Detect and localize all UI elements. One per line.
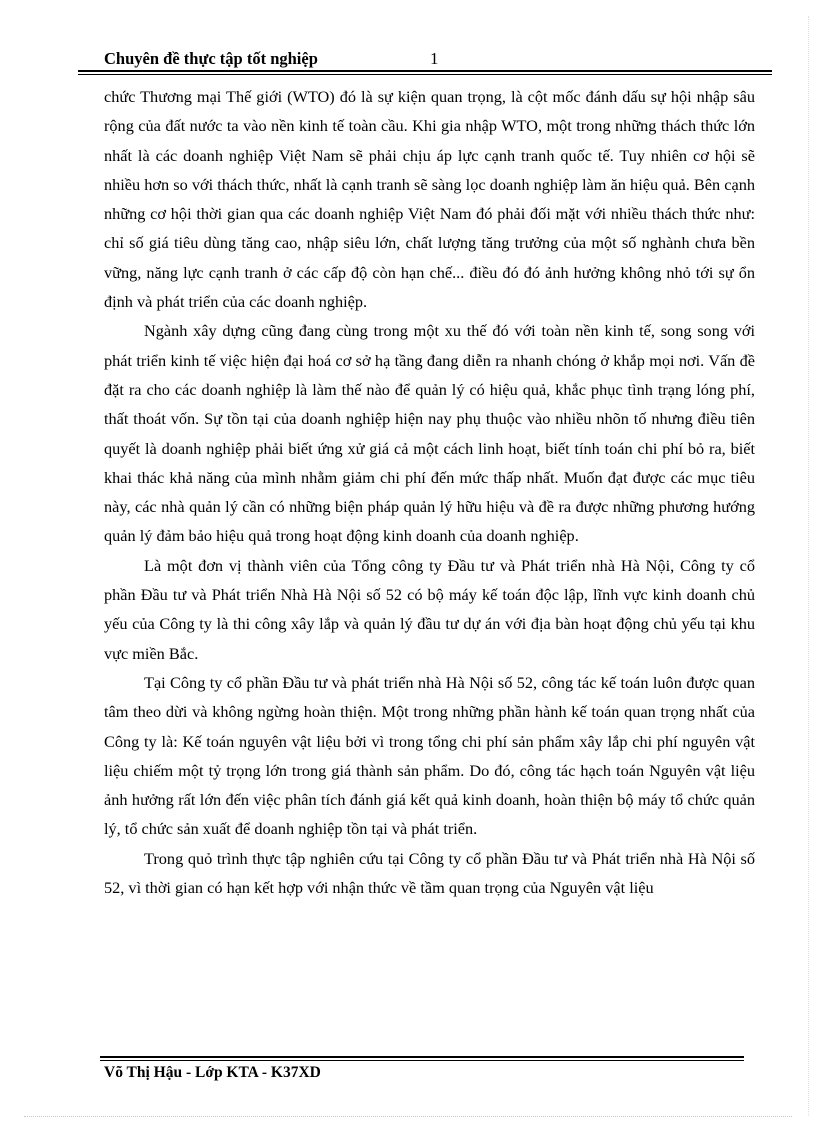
- header-rule-thick: [78, 70, 772, 72]
- paragraph-5: Trong quỏ trình thực tập nghiên cứu tại Công ty cổ phần Đầu tư và Phát triển nhà Hà Nội số 52, vì thời gian có hạn kết hợp với nhận thức về tầm quan trọng của Nguyên vật liệu: [104, 848, 755, 898]
- paragraph-1: chức Thương mại Thế giới (WTO) đó là sự kiện quan trọng, là cột mốc đánh dấu sự hội nhập sâu rộng của đất nước ta vào nền kinh tế toàn cầu. Khi gia nhập WTO, một trong những thách thức lớn nhất là các doanh nghiệp Việt Nam sẽ phải chịu áp lực cạnh tranh quốc tế. Tuy nhiên cơ hội sẽ nhiều hơn so với thách thức, nhất là cạnh tranh sẽ sàng lọc doanh nghiệp làm ăn hiệu quả. Bên cạnh những cơ hội thời gian qua các doanh nghiệp Việt Nam đó phải đối mặt với nhiều thách thức như: chỉ số giá tiêu dùng tăng cao, nhập siêu lớn, chất lượng tăng trưởng của một số nghành chưa bền vững, năng lực cạnh tranh ở các cấp độ còn hạn chế... điều đó đó ảnh hưởng không nhỏ tới sự ổn định và phát triển của các doanh nghiệp.: [104, 87, 755, 312]
- body-text: [104, 82, 755, 902]
- footer-rule-thin: [100, 1060, 744, 1061]
- paragraph-2: Ngành xây dựng cũng đang cùng trong một xu thế đó với toàn nền kinh tế, song song với phát triển kinh tế việc hiện đại hoá cơ sở hạ tầng đang diễn ra nhanh chóng ở khắp mọi nơi. Vấn đề đặt ra cho các doanh nghiệp là làm thế nào để quản lý có hiệu quả, khắc phục tình trạng lóng phí, thất thoát vốn. Sự tồn tại của doanh nghiệp hiện nay phụ thuộc vào nhiều nhõn tố nhưng điều tiên quyết là doanh nghiệp phải biết ứng xử giá cả một cách linh hoạt, biết tính toán chi phí bỏ ra, biết khai thác khả năng của mình nhằm giảm chi phí đến mức thấp nhất. Muốn đạt được các mục tiêu này, các nhà quản lý cần có những biện pháp quản lý hữu hiệu và đề ra được những phương hướng quản lý đảm bảo hiệu quả trong hoạt động kinh doanh của doanh nghiệp.: [104, 321, 755, 546]
- page-right-border: [808, 16, 809, 1116]
- footer-author: Võ Thị Hậu - Lớp KTA - K37XD: [104, 1064, 321, 1081]
- footer-rule-thick: [100, 1056, 744, 1058]
- paragraph-3: Là một đơn vị thành viên của Tổng công ty Đầu tư và Phát triển nhà Hà Nội, Công ty cổ phần Đầu tư và Phát triển Nhà Hà Nội số 52 có bộ máy kế toán độc lập, lĩnh vực kinh doanh chủ yếu của Công ty là thi công xây lắp và quản lý đầu tư dự án với địa bàn hoạt động chủ yếu tại khu vực miền Bắc.: [104, 555, 755, 663]
- header-rule-thin: [78, 74, 772, 75]
- paragraph-4: Tại Công ty cổ phần Đầu tư và phát triển nhà Hà Nội số 52, công tác kế toán luôn được quan tâm theo dừi và không ngừng hoàn thiện. Một trong những phần hành kế toán quan trọng nhất của Công ty là: Kế toán nguyên vật liệu bởi vì trong tổng chi phí sản phẩm xây lắp chi phí nguyên vật liệu chiếm một tỷ trọng lớn trong giá thành sản phẩm. Do đó, công tác hạch toán Nguyên vật liệu ảnh hưởng rất lớn đến việc phân tích đánh giá kết quả kinh doanh, hoàn thiện bộ máy tổ chức quản lý, tổ chức sản xuất để doanh nghiệp tồn tại và phát triển.: [104, 672, 755, 839]
- header-title: Chuyên đề thực tập tốt nghiệp: [104, 49, 318, 68]
- page-bottom-border: [24, 1116, 792, 1117]
- page-number: 1: [430, 49, 439, 68]
